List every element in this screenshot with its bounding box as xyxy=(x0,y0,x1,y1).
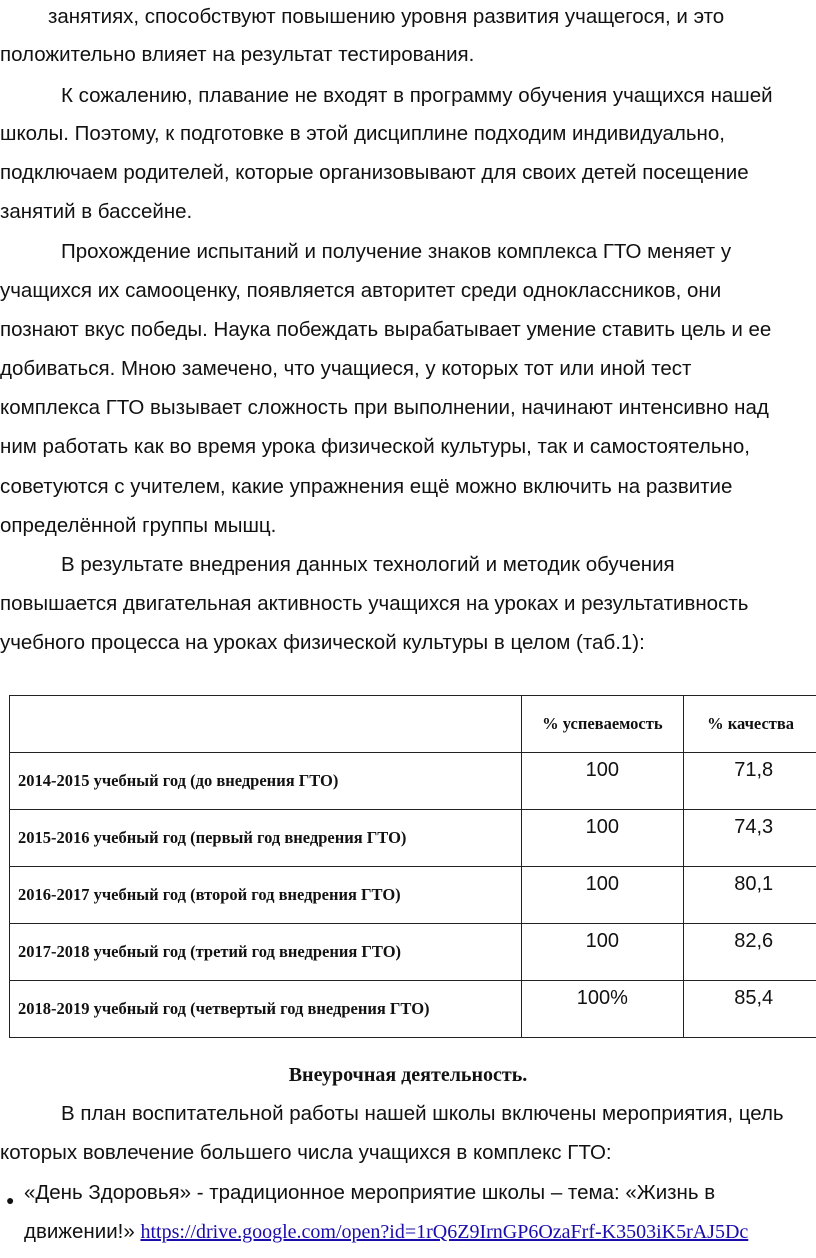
text-line: занятиях, способствуют повышению уровня развития учащегося, и это xyxy=(48,5,725,28)
row-label: 2014-2015 учебный год (до внедрения ГТО) xyxy=(10,753,522,810)
bullet-icon: ● xyxy=(6,1192,15,1208)
text-line: В план воспитательной работы нашей школы включены мероприятия, цель xyxy=(61,1102,784,1125)
table-row xyxy=(10,924,816,981)
text-line: познают вкус победы. Наука побеждать вырабатывает умение ставить цель и ее xyxy=(0,318,772,341)
drive-link[interactable]: https://drive.google.com/open?id=1rQ6Z9IrnGP6OzaFrf-K3503iK5rAJ5Dc xyxy=(140,1221,749,1243)
table-corner-cell xyxy=(10,696,522,753)
row-label: 2018-2019 учебный год (четвертый год внедрения ГТО) xyxy=(10,981,522,1038)
header-kach: % качества xyxy=(684,696,816,753)
section-heading: Внеурочная деятельность. xyxy=(288,1064,528,1086)
cell-kach: 74,3 xyxy=(684,810,816,867)
cell-uspev: 100 xyxy=(521,867,684,924)
text-line: подключаем родителей, которые организовывают для своих детей посещение xyxy=(0,161,749,184)
text-line: советуются с учителем, какие упражнения ещё можно включить на развитие xyxy=(0,475,733,498)
table-row xyxy=(10,981,816,1038)
row-label: 2016-2017 учебный год (второй год внедрения ГТО) xyxy=(10,867,522,924)
text-line: К сожалению, плавание не входят в программу обучения учащихся нашей xyxy=(61,84,773,107)
cell-kach: 80,1 xyxy=(684,867,816,924)
table-row xyxy=(10,753,816,810)
bullet-line-2 xyxy=(24,1219,816,1245)
text-line: занятий в бассейне. xyxy=(0,200,193,223)
row-label: 2017-2018 учебный год (третий год внедрения ГТО) xyxy=(10,924,522,981)
text-line: определённой группы мышц. xyxy=(0,514,277,537)
cell-kach: 71,8 xyxy=(684,753,816,810)
cell-uspev: 100% xyxy=(521,981,684,1038)
text-line: В результате внедрения данных технологий и методик обучения xyxy=(61,553,675,576)
text-line: Прохождение испытаний и получение знаков комплекса ГТО меняет у xyxy=(61,240,732,263)
text-line: учащихся их самооценку, появляется авторитет среди одноклассников, они xyxy=(0,279,722,302)
text-line: ним работать как во время урока физической культуры, так и самостоятельно, xyxy=(0,435,750,458)
text-line: школы. Поэтому, к подготовке в этой дисциплине подходим индивидуально, xyxy=(0,122,725,145)
table-row xyxy=(10,810,816,867)
text-line: учебного процесса на уроках физической культуры в целом (таб.1): xyxy=(0,631,645,654)
cell-uspev: 100 xyxy=(521,753,684,810)
row-label: 2015-2016 учебный год (первый год внедрения ГТО) xyxy=(10,810,522,867)
table-row xyxy=(10,867,816,924)
cell-uspev: 100 xyxy=(521,924,684,981)
table-header-row xyxy=(10,696,816,753)
bullet-text: «День Здоровья» - традиционное мероприятие школы – тема: «Жизнь в xyxy=(24,1181,716,1204)
bullet-text-tail: движении!» xyxy=(24,1220,135,1243)
text-line: повышается двигательная активность учащихся на уроках и результативность xyxy=(0,592,749,615)
text-line: положительно влияет на результат тестирования. xyxy=(0,43,475,66)
results-table xyxy=(9,695,816,1038)
header-uspev: % успеваемость xyxy=(521,696,684,753)
cell-uspev: 100 xyxy=(521,810,684,867)
cell-kach: 85,4 xyxy=(684,981,816,1038)
text-line: комплекса ГТО вызывает сложность при выполнении, начинают интенсивно над xyxy=(0,396,769,419)
text-line: добиваться. Мною замечено, что учащиеся, у которых тот или иной тест xyxy=(0,357,692,380)
text-line: которых вовлечение большего числа учащихся в комплекс ГТО: xyxy=(0,1141,612,1164)
cell-kach: 82,6 xyxy=(684,924,816,981)
